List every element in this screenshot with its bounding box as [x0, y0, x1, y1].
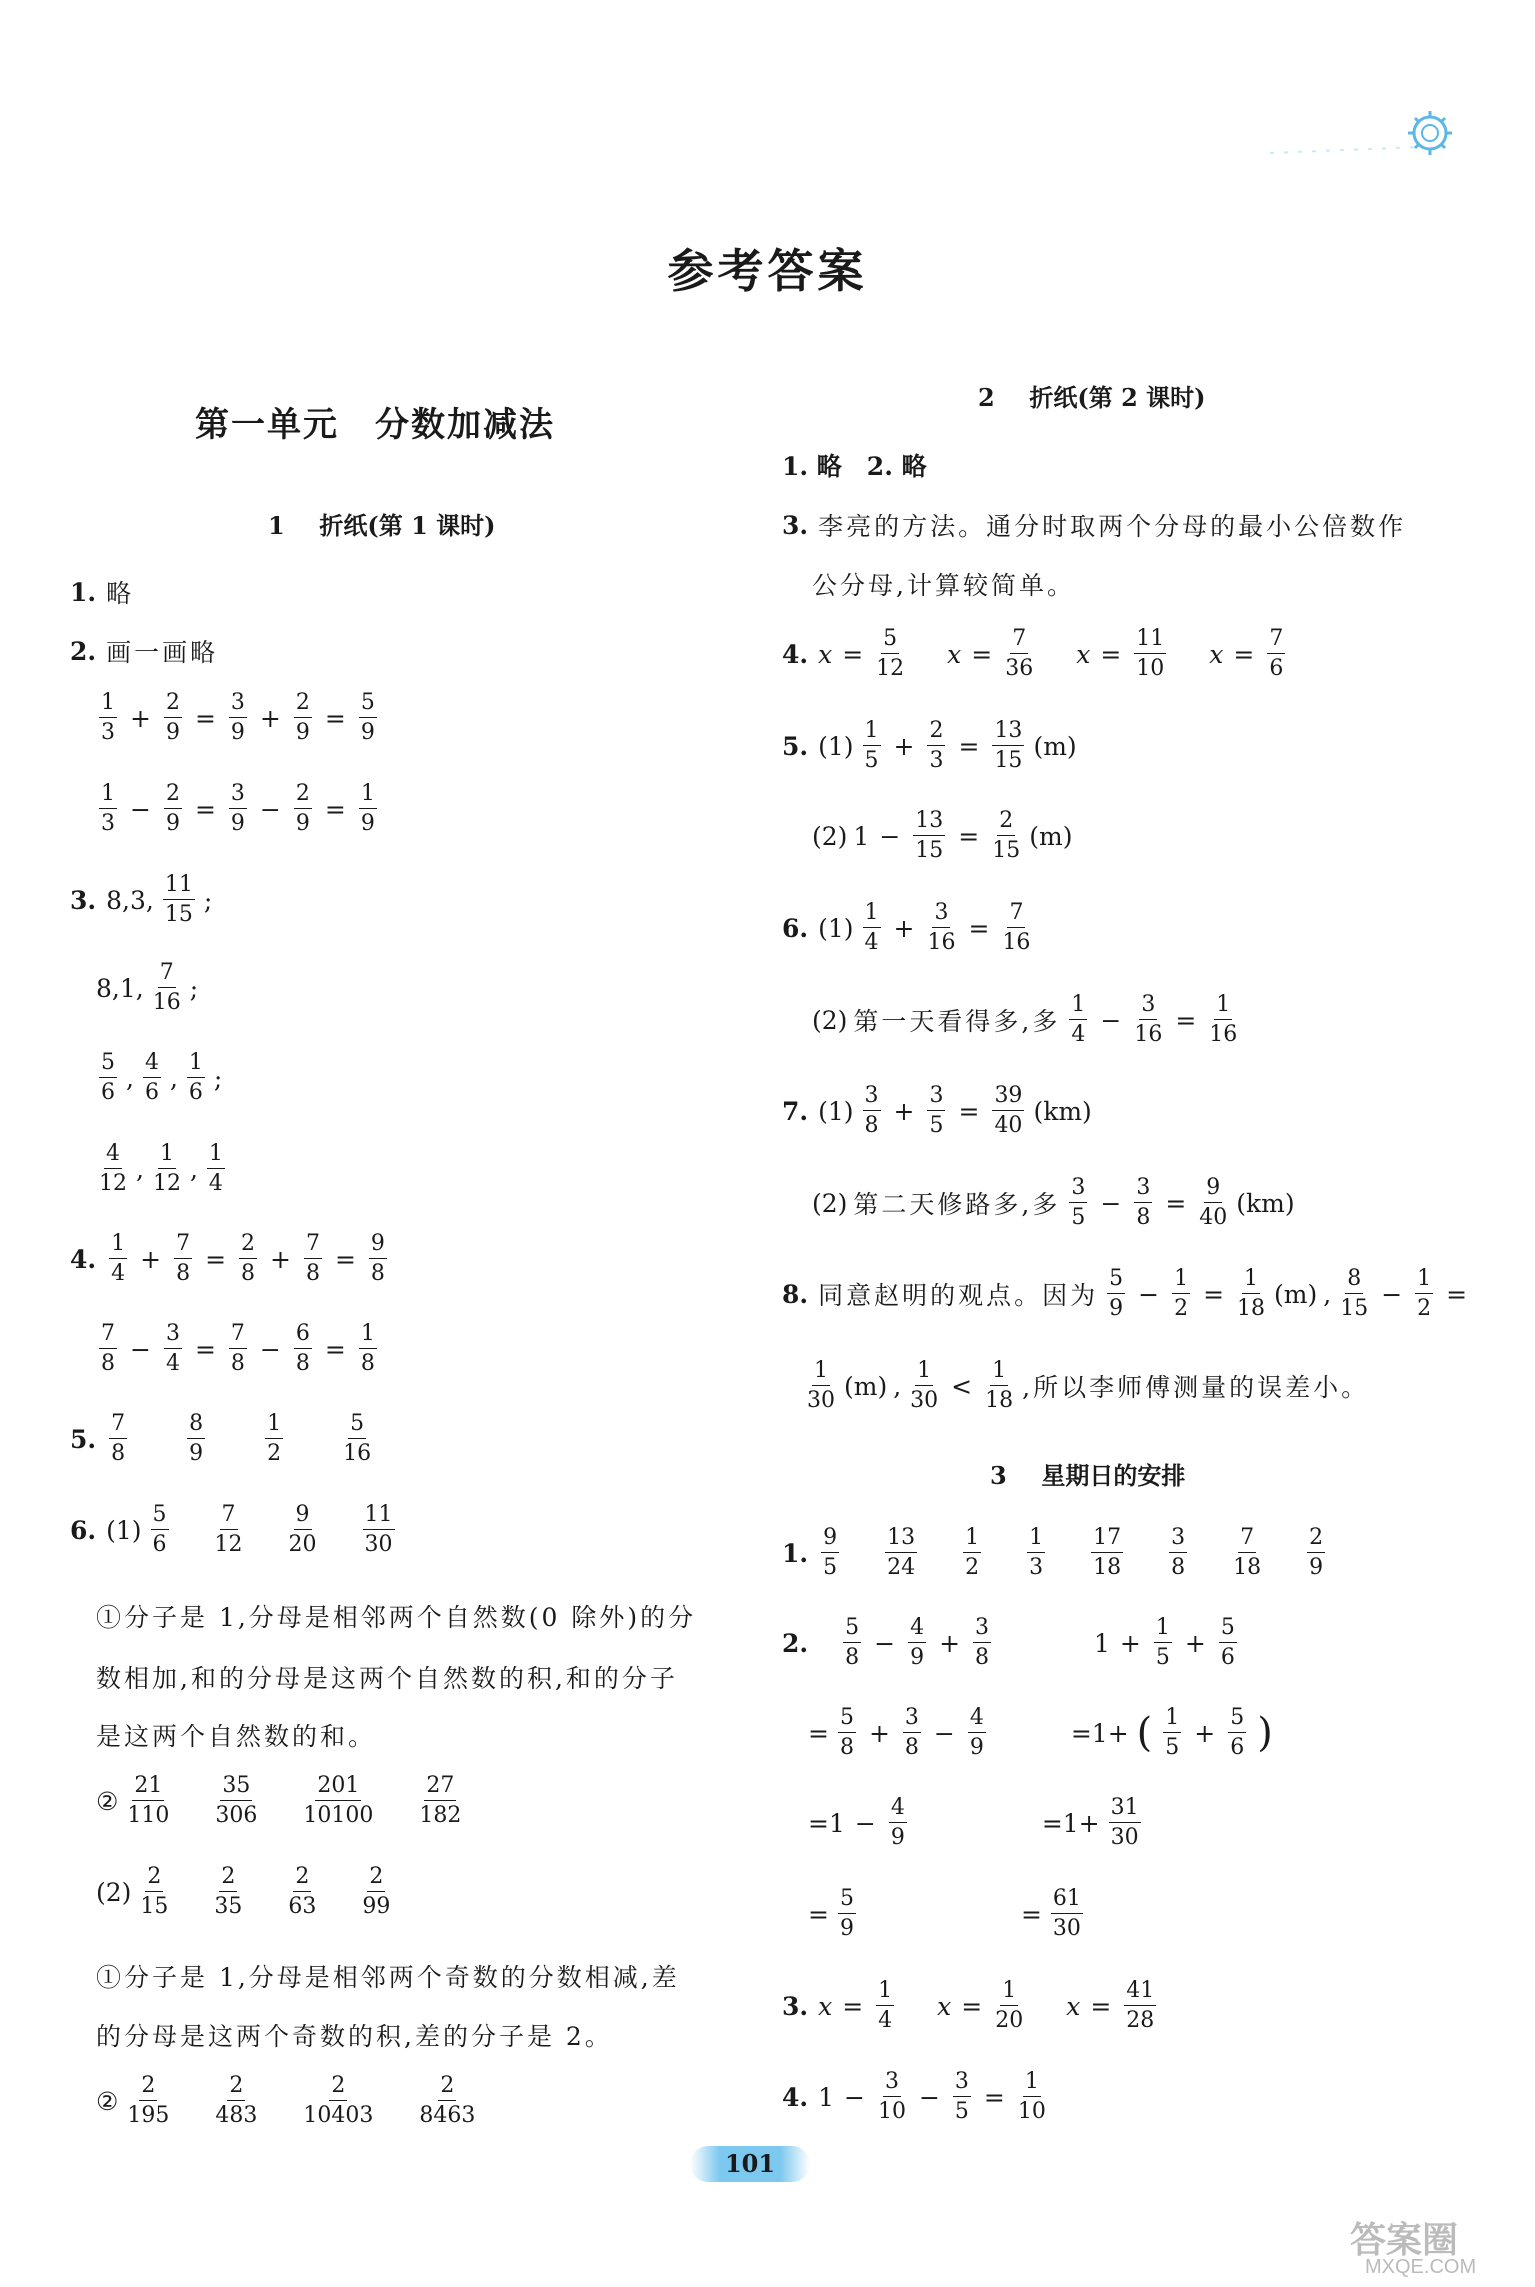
answer-r-5-2: (2) 1 − $\frac{13}{15}$ = $\frac{2}{15}$ (m): [812, 808, 1073, 863]
answer-6-note1-line3: 是这两个自然数的和。: [96, 1722, 377, 1751]
answer-r-3-line1: 3. 李亮的方法。通分时取两个分母的最小公倍数作: [782, 510, 1407, 541]
answer-r-4: 4. x = $\frac{5}{12}$ x = $\frac{7}{36}$ x = $\frac{11}{10}$ x = $\frac{7}{6}$: [782, 626, 1284, 681]
answer-2-eq1: $\frac{1}{3}$ + $\frac{2}{9}$ = $\frac{3}{9}$ + $\frac{2}{9}$ = $\frac{5}{9}$: [101, 690, 375, 745]
decorative-flower-icon: [1270, 105, 1460, 165]
answer-r-5-1: 5. (1) $\frac{1}{5}$ + $\frac{2}{3}$ = $\frac{13}{15}$ (m): [782, 718, 1077, 773]
answer-6-note2-line2: 的分母是这两个奇数的积,差的分子是 2。: [96, 2022, 613, 2051]
answer-6-2-circle2: ② $\frac{2}{195}$ $\frac{2}{483}$ $\frac{2}{10403}$ $\frac{2}{8463}$: [96, 2073, 476, 2128]
answer-1: 1. 略: [70, 577, 135, 608]
watermark-logo: 答案圈: [1350, 2219, 1459, 2260]
unit-title: 第一单元 分数加减法: [195, 405, 555, 445]
answer-s3-2-row4: = $\frac{5}{9}$ = $\frac{61}{30}$: [808, 1886, 1081, 1941]
lesson-1-heading: [268, 506, 496, 541]
lesson-2-heading: 2 折纸(第 2 课时): [978, 383, 1206, 412]
watermark-url: MXQE.COM: [1365, 2256, 1477, 2278]
answer-4-eq1: 4. $\frac{1}{4}$ + $\frac{7}{8}$ = $\frac{2}{8}$ + $\frac{7}{8}$ = $\frac{9}{8}$: [70, 1231, 385, 1286]
answer-5: 5. $\frac{7}{8}$ $\frac{8}{9}$ $\frac{1}{2}$ $\frac{5}{16}$: [70, 1411, 372, 1466]
answer-s3-2-row1: 2. $\frac{5}{8}$ − $\frac{4}{9}$ + $\frac{3}{8}$ 1 + $\frac{1}{5}$ + $\frac{5}{6}$: [782, 1615, 1235, 1670]
answer-6-note1-line1: ①分子是 1,分母是相邻两个自然数(0 除外)的分: [96, 1603, 697, 1632]
answer-6-1: 6. (1) $\frac{5}{6}$ $\frac{7}{12}$ $\frac{9}{20}$ $\frac{11}{30}$: [70, 1502, 393, 1557]
answer-r-6-2: (2) 第一天看得多,多 $\frac{1}{4}$ − $\frac{3}{16}$ = $\frac{1}{16}$: [812, 992, 1238, 1047]
answer-3-line1: 3. 8,3, $\frac{11}{15}$ ;: [70, 872, 213, 927]
answer-s3-3: 3. x = $\frac{1}{4}$ x = $\frac{1}{20}$ x = $\frac{41}{28}$: [782, 1978, 1155, 2033]
answer-2: 2. 画一画略: [70, 636, 219, 667]
answer-s3-4: 4. 1 − $\frac{3}{10}$ − $\frac{3}{5}$ = $\frac{1}{10}$: [782, 2069, 1046, 2124]
answer-3-line4: $\frac{4}{12}$ , $\frac{1}{12}$ , $\frac{1}{4}$: [99, 1141, 223, 1196]
answer-6-note2-line1: ①分子是 1,分母是相邻两个奇数的分数相减,差: [96, 1963, 680, 1992]
answer-r-8-line2: $\frac{1}{30}$ (m) , $\frac{1}{30}$ < $\frac{1}{18}$ ,所以李师傅测量的误差小。: [807, 1358, 1370, 1413]
answer-6-note1-line2: 数相加,和的分母是这两个自然数的积,和的分子: [96, 1664, 678, 1693]
answer-2-eq2: $\frac{1}{3}$ − $\frac{2}{9}$ = $\frac{3}{9}$ − $\frac{2}{9}$ = $\frac{1}{9}$: [101, 781, 375, 836]
answer-r-8-line1: 8. 同意赵明的观点。因为 $\frac{5}{9}$ − $\frac{1}{2}$ = $\frac{1}{18}$ (m) , $\frac{8}{15}$ − $\frac{1}{2}$ =: [782, 1266, 1468, 1321]
answer-s3-2-row2: = $\frac{5}{8}$ + $\frac{3}{8}$ − $\frac{4}{9}$ =1+ ( $\frac{1}{5}$ + $\frac{5}{6}$ ): [808, 1705, 1273, 1760]
page-number: 101: [690, 2146, 810, 2182]
lesson-3-heading: 3 星期日的安排: [990, 1461, 1186, 1490]
answer-r-3-line2: 公分母,计算较简单。: [812, 571, 1075, 600]
answer-r-7-1: 7. (1) $\frac{3}{8}$ + $\frac{3}{5}$ = $\frac{39}{40}$ (km): [782, 1083, 1092, 1138]
answer-6-2: (2) $\frac{2}{15}$ $\frac{2}{35}$ $\frac{2}{63}$ $\frac{2}{99}$: [96, 1864, 391, 1919]
answer-r-6-1: 6. (1) $\frac{1}{4}$ + $\frac{3}{16}$ = $\frac{7}{16}$: [782, 900, 1031, 955]
answer-r-1-2: 1. 略 2. 略: [782, 452, 927, 481]
answer-4-eq2: $\frac{7}{8}$ − $\frac{3}{4}$ = $\frac{7}{8}$ − $\frac{6}{8}$ = $\frac{1}{8}$: [101, 1321, 375, 1376]
page-title: 参考答案: [667, 244, 868, 298]
answer-r-7-2: (2) 第二天修路多,多 $\frac{3}{5}$ − $\frac{3}{8}$ = $\frac{9}{40}$ (km): [812, 1175, 1295, 1230]
answer-s3-1: 1. $\frac{9}{5}$ $\frac{13}{24}$ $\frac{1}{2}$ $\frac{1}{3}$ $\frac{17}{18}$ $\frac{3}{8}$ $\frac{7}{18}$ $\frac{2}{9}$: [782, 1525, 1324, 1580]
lesson-number: 1: [268, 511, 285, 540]
answer-3-line3: $\frac{5}{6}$ , $\frac{4}{6}$ , $\frac{1}{6}$ ;: [101, 1050, 223, 1105]
answer-3-line2: 8,1, $\frac{7}{16}$ ;: [96, 960, 199, 1015]
lesson-title: 折纸(第 1 课时): [319, 511, 496, 540]
answer-6-1-circle2: ② $\frac{21}{110}$ $\frac{35}{306}$ $\frac{201}{10100}$ $\frac{27}{182}$: [96, 1773, 462, 1828]
answer-s3-2-row3: =1 − $\frac{4}{9}$ =1+ $\frac{31}{30}$: [808, 1795, 1139, 1850]
